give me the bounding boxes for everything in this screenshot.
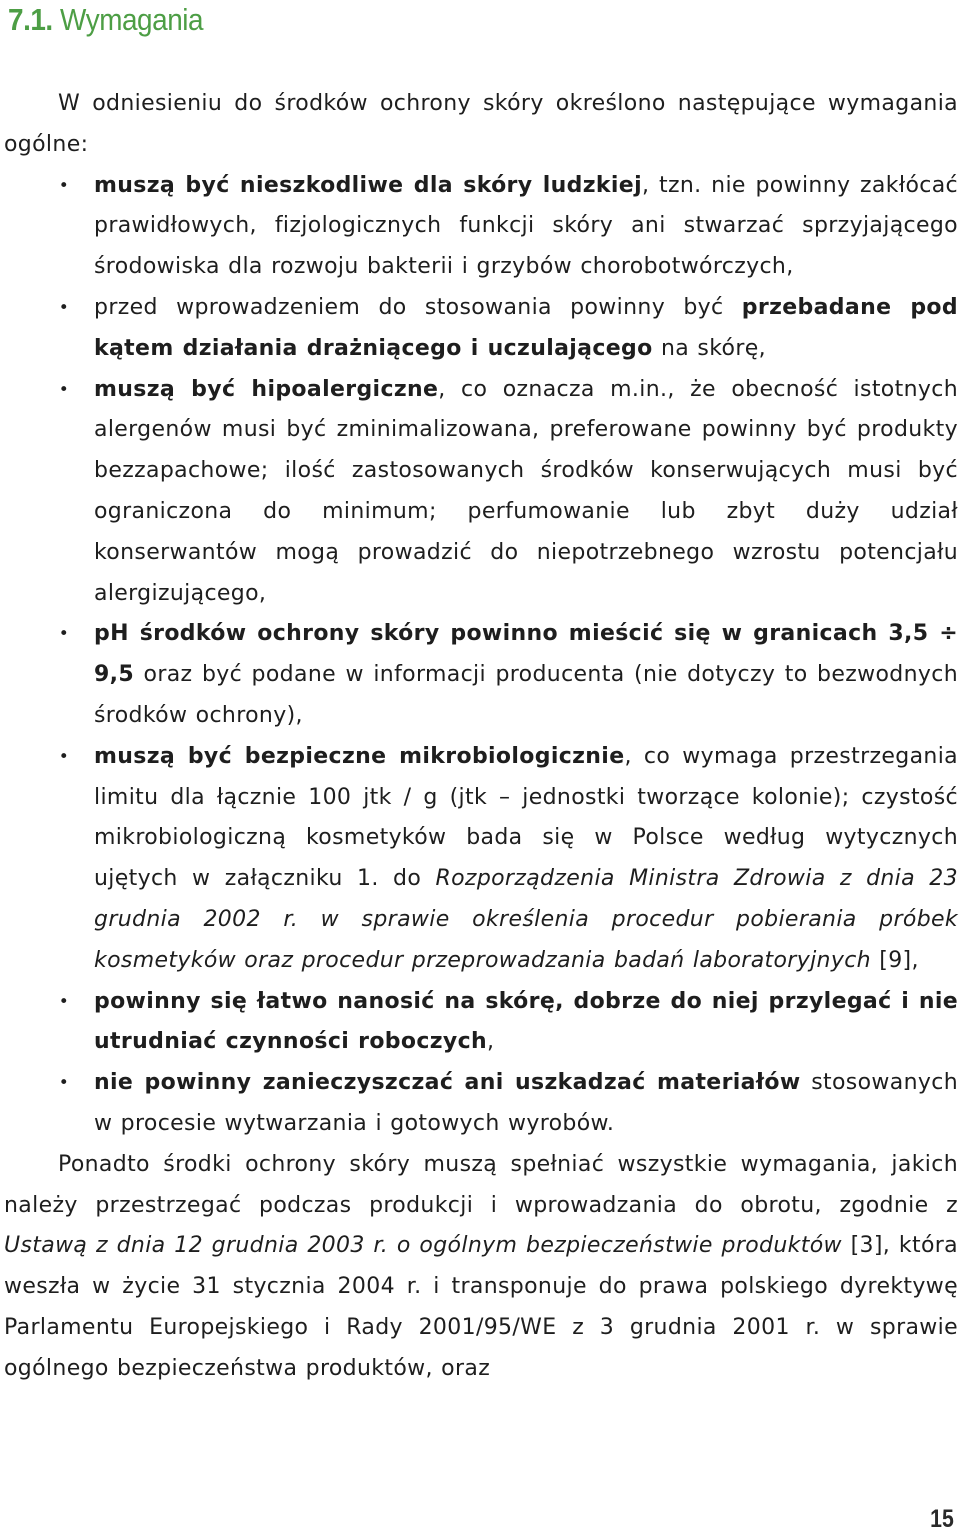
bullet-icon: • — [58, 991, 70, 1012]
bullet-icon: • — [58, 746, 70, 767]
requirement-emphasis: powinny się łatwo nanosić na skórę, dobrze do niej przylegać i nie utrudniać czynności roboczych — [94, 988, 958, 1055]
page-number: 15 — [930, 1505, 954, 1533]
requirement-item — [58, 1063, 959, 1145]
requirements-list — [4, 166, 958, 1145]
requirement-item — [58, 288, 958, 370]
closing-text: [3], która weszła w życie 31 stycznia 2004 r. i transponuje do prawa polskiego dyrektywę Parlamentu Europejskiego i Rady 2001/95/WE z 3 grudnia 2001 r. w sprawie ogólnego bezpieczeństwa produktów, oraz — [4, 1233, 958, 1381]
requirement-text: , co wymaga przestrzegania limitu dla łącznie 100 jtk / g (jtk – jednostki tworzące kolonie); czystość mikrobiologiczną kosmetyków bada się w Polsce według wytycznych ujętych w załączniku 1. do — [94, 743, 958, 892]
section-number: 7.1. — [8, 2, 53, 37]
requirement-text: , co oznacza m.in., że obecność istotnych alergenów musi być zminimalizowana, preferowane powinny być produkty bezzapachowe; ilość zastosowanych środków konserwujących musi być ograniczona do minimum; perfumowanie lub zbyt duży udział konserwantów mogą prowadzić do niepotrzebnego wzrostu potencjału alergizującego, — [94, 376, 958, 606]
bullet-icon: • — [58, 297, 70, 318]
requirement-item — [58, 982, 958, 1064]
requirement-item — [58, 737, 958, 982]
closing-text: Ponadto środki ochrony skóry muszą spełniać wszystkie wymagania, jakich należy przestrzegać podczas produkcji i wprowadzania do obrotu, zgodnie z — [4, 1151, 958, 1218]
requirement-emphasis: muszą być nieszkodliwe dla skóry ludzkiej — [94, 172, 642, 198]
act-citation: Ustawą z dnia 12 grudnia 2003 r. o ogólnym bezpieczeństwie produktów — [4, 1233, 842, 1259]
bullet-icon: • — [58, 1073, 70, 1094]
requirement-text: przed wprowadzeniem do stosowania powinny być — [94, 294, 742, 320]
bullet-icon: • — [58, 624, 70, 645]
requirement-item — [58, 166, 958, 288]
requirement-emphasis: przebadane pod kątem działania drażniącego i uczulającego — [94, 294, 958, 361]
requirement-emphasis: pH środków ochrony skóry powinno mieścić się w granicach 3,5 ÷ 9,5 — [94, 621, 958, 688]
requirement-text: , tzn. nie powinny zakłócać prawidłowych, fizjologicznych funkcji skóry ani stwarzać sprzyjającego środowiska dla rozwoju bakterii i grzybów chorobotwórczych, — [94, 172, 958, 280]
requirement-item — [58, 370, 958, 615]
requirement-text: oraz być podane w informacji producenta (nie dotyczy to bezwodnych środków ochrony), — [94, 662, 958, 728]
body-text — [4, 84, 958, 1390]
requirement-item — [58, 614, 958, 736]
intro-paragraph: W odniesieniu do środków ochrony skóry określono następujące wymagania ogólne: — [4, 91, 958, 157]
requirement-text: na skórę, — [652, 335, 766, 361]
section-title: Wymagania — [60, 2, 204, 37]
bullet-icon: • — [58, 379, 70, 400]
regulation-citation: Rozporządzenia Ministra Zdrowia z dnia 23 grudnia 2002 r. w sprawie określenia procedur pobierania próbek kosmetyków oraz procedur przeprowadzania badań laboratoryjnych — [94, 866, 958, 973]
closing-paragraph — [4, 1145, 958, 1390]
requirement-emphasis: muszą być hipoalergiczne — [94, 376, 439, 402]
requirement-text: [9], — [870, 947, 919, 973]
requirement-emphasis: muszą być bezpieczne mikrobiologicznie — [94, 743, 625, 769]
section-heading — [8, 0, 203, 40]
bullet-icon: • — [58, 175, 70, 196]
requirement-emphasis: nie powinny zanieczyszczać ani uszkadzać materiałów — [94, 1070, 801, 1096]
requirement-text: , — [487, 1029, 495, 1055]
requirement-text: stosowanych w procesie wytwarzania i gotowych wyrobów. — [94, 1070, 959, 1136]
